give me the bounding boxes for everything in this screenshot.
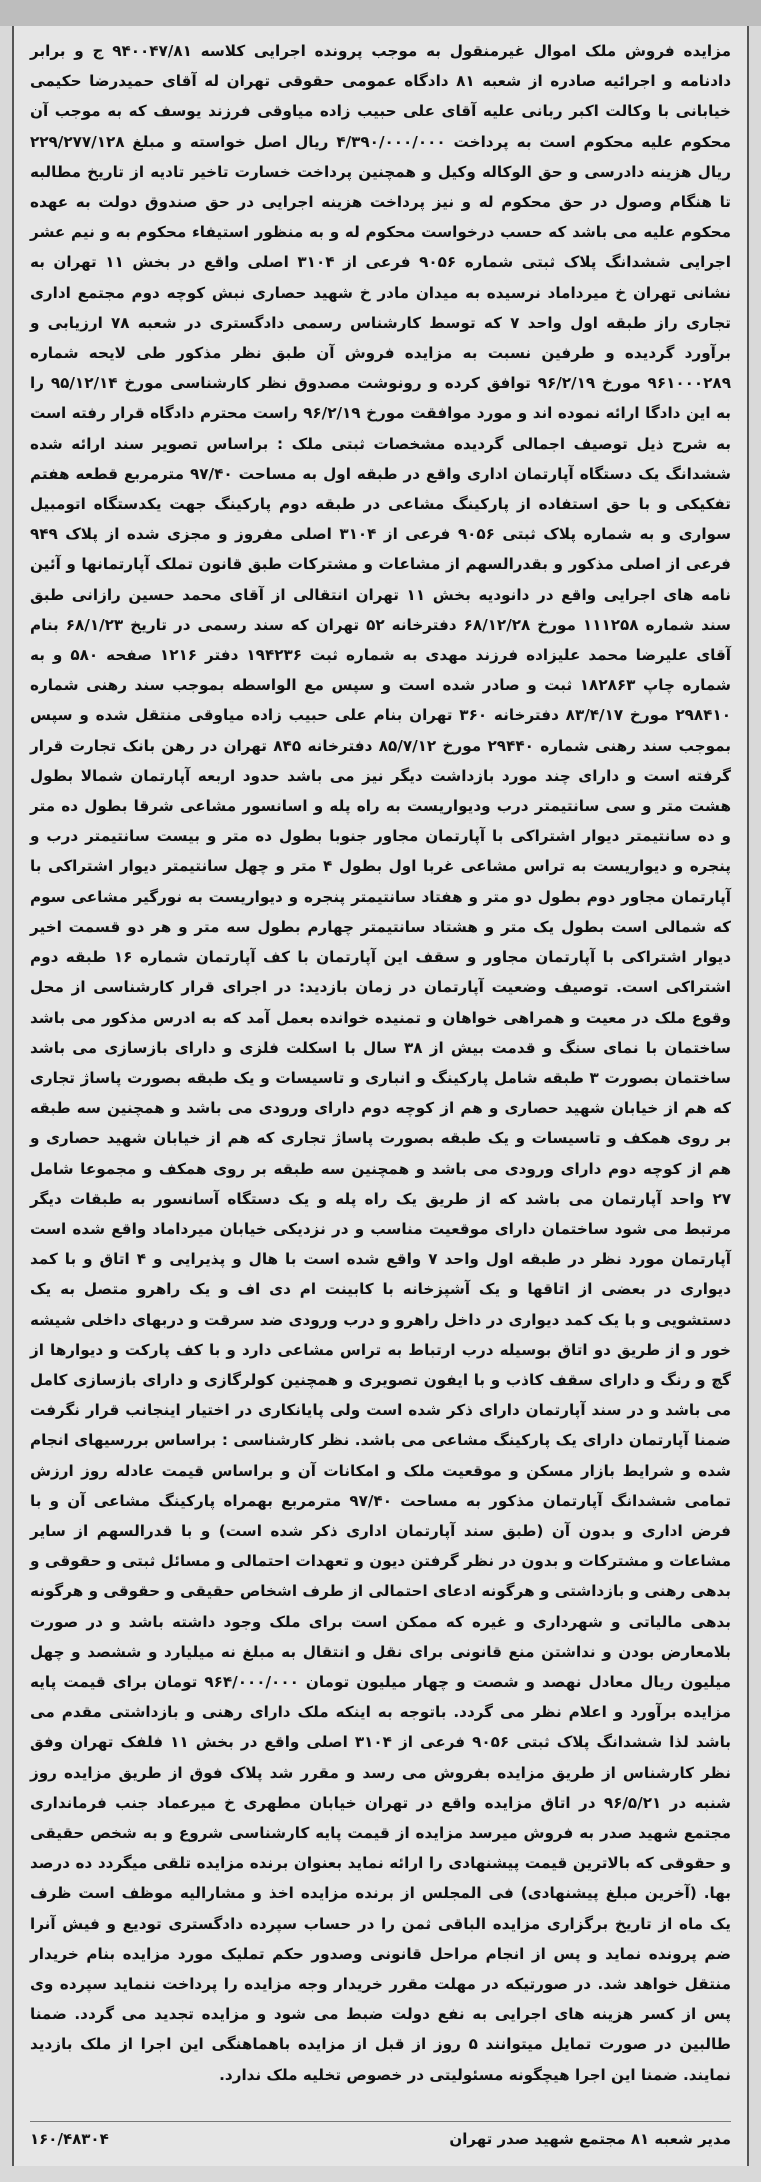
notice-footer <box>30 2121 731 2156</box>
top-margin-strip <box>0 0 761 26</box>
notice-body: مزایده فروش ملک اموال غیرمنقول به موجب پرونده اجرایی کلاسه ۹۴۰۰۴۷/۸۱ ج و برابر دادنامه و اجرائیه صادره از شعبه ۸۱ دادگاه عمومی حقوقی تهران له آقای حمیدرضا حکیمی خیابانی با وکالت اکبر ربانی علیه آقای علی حبیب زاده میاوقی فرزند یوسف که به موجب آن محکوم علیه محکوم است به پرداخت ۴/۳۹۰/۰۰۰/۰۰۰ ریال اصل خواسته و مبلغ ۲۲۹/۲۷۷/۱۲۸ ریال هزینه دادرسی و حق الوکاله وکیل و همچنین پرداخت خسارت تاخیر تادیه از تاریخ مطالبه تا هنگام وصول در حق محکوم له و نیز پرداخت هزینه اجرایی در حق صندوق دولت به عهده محکوم علیه می باشد که حسب درخواست محکوم له و به منظور استیفاء محکوم به و نیم عشر اجرایی ششدانگ پلاک ثبتی شماره ۹۰۵۶ فرعی از ۳۱۰۴ اصلی واقع در بخش ۱۱ تهران به نشانی تهران خ میرداماد نرسیده به میدان مادر خ شهید حصاری نبش کوچه دوم مجتمع اداری تجاری راز طبقه اول واحد ۷ که توسط کارشناس رسمی دادگستری در شعبه ۷۸ ارزیابی و برآورد گردیده و طرفین نسبت به مزایده فروش آن طبق نظر مذکور طی لایحه شماره ۹۶۱۰۰۰۲۸۹ مورخ ۹۶/۲/۱۹ توافق کرده و رونوشت مصدوق نظر کارشناسی مورخ ۹۵/۱۲/۱۴ را به این دادگا ارائه نموده اند و مورد موافقت مورخ ۹۶/۲/۱۹ راست محترم دادگاه قرار رفته است به شرح ذیل توصیف اجمالی گردیده مشخصات ثبتی ملک : براساس تصویر سند ارائه شده ششدانگ یک دستگاه آپارتمان اداری واقع در طبقه اول به مساحت ۹۷/۴۰ مترمربع قطعه هفتم تفکیکی و با حق استفاده از پارکینگ مشاعی در طبقه دوم پارکینگ جهت یکدستگاه اتومبیل سواری و به شماره پلاک ثبتی ۹۰۵۶ فرعی از ۳۱۰۴ اصلی مفروز و مجزی شده از پلاک ۹۴۹ فرعی از اصلی مذکور و بقدرالسهم از مشاعات و مشترکات طبق قانون تملک آپارتمانها و آئین نامه های اجرایی واقع در دانودیه بخش ۱۱ تهران انتقالی از آقای محمد حسین رازانی طبق سند شماره ۱۱۱۲۵۸ مورخ ۶۸/۱۲/۲۸ دفترخانه ۵۲ تهران که سند رسمی در تاریخ ۶۸/۱/۲۳ بنام آقای علیرضا محمد علیزاده فرزند مهدی به شماره ثبت ۱۹۴۲۳۶ دفتر ۱۲۱۶ صفحه ۵۸۰ و به شماره چاپ ۱۸۲۸۶۳ ثبت و صادر شده است و سپس مع الواسطه بموجب سند رهنی شماره ۲۹۸۴۱۰ مورخ ۸۳/۴/۱۷ دفترخانه ۳۶۰ تهران بنام علی حبیب زاده میاوقی منتقل شده و سپس بموجب سند رهنی شماره ۲۹۴۴۰ مورخ ۸۵/۷/۱۲ دفترخانه ۸۴۵ تهران در رهن بانک تجارت قرار گرفته است و دارای چند مورد بازداشت دیگر نیز می باشد حدود اربعه آپارتمان شمالا بطول هشت متر و سی سانتیمتر درب ودیواریست به راه پله و اسانسور مشاعی شرقا بطول ده متر و ده سانتیمتر دیوار اشتراکی با آپارتمان مجاور جنوبا بطول ده متر و بیست سانتیمتر درب و پنجره و دیواریست به تراس مشاعی غربا اول بطول ۴ متر و چهل سانتیمتر دیوار اشتراکی با آپارتمان مجاور دوم بطول دو متر و هفتاد سانتیمتر پنجره و دیواریست به نورگیر مشاعی سوم که شمالی است بطول یک متر و هشتاد سانتیمتر چهارم بطول سه متر و هر دو قسمت اخیر دیوار اشتراکی با آپارتمان مجاور و سقف این آپارتمان با کف آپارتمان شماره ۱۶ طبقه دوم اشتراکی است. توصیف وضعیت آپارتمان در زمان بازدید: در اجرای قرار کارشناسی از محل وقوع ملک در معیت و همراهی خواهان و تمنیده خوانده بعمل آمد که به ادرس مذکور می باشد ساختمان با نمای سنگ و قدمت بیش از ۳۸ سال با اسکلت فلزی و دارای بازسازی می باشد ساختمان بصورت ۳ طبقه شامل پارکینگ و انباری و تاسیسات و یک طبقه بصورت پاساژ تجاری که هم از خیابان شهید حصاری و هم از کوچه دوم دارای ورودی می باشد و همچنین سه طبقه بر روی همکف و تاسیسات و یک طبقه بصورت پاساژ تجاری که هم از خیابان شهید حصاری و هم از کوچه دوم دارای ورودی می باشد و همچنین سه طبقه بر روی همکف و مجموعا شامل ۲۷ واحد آپارتمان می باشد که از طریق یک راه پله و یک دستگاه آسانسور به طبقات دیگر مرتبط می شود ساختمان دارای موقعیت مناسب و در نزدیکی خیابان میرداماد واقع شده است آپارتمان مورد نظر در طبقه اول واحد ۷ واقع شده است با هال و پذیرایی و ۴ اتاق و با کمد دیواری در بعضی از اتاقها و یک آشپزخانه با کابینت ام دی اف و یک راهرو متصل به یک دستشویی و با یک کمد دیواری در داخل راهرو و درب ورودی ضد سرقت و دربهای داخلی شیشه خور و از طریق دو اتاق بوسیله درب ارتباط به تراس مشاعی دارد و با کف پارکت و دیوارها از گچ و رنگ و دارای سقف کاذب و با ایفون تصویری و همچنین کولرگازی و دارای بازسازی کامل می باشد و در سند آپارتمان دارای ذکر شده است ولی پایانکاری در اختیار اینجانب قرار نگرفت ضمنا آپارتمان دارای یک پارکینگ مشاعی می باشد. نظر کارشناسی : براساس بررسیهای انجام شده و شرایط بازار مسکن و موقعیت ملک و امکانات آن و براساس قیمت عادله روز ارزش تمامی ششدانگ آپارتمان مذکور به مساحت ۹۷/۴۰ مترمربع بهمراه پارکینگ مشاعی آن و با فرض اداری و بدون آن (طبق سند آپارتمان اداری ذکر شده است) و با قدرالسهم از سایر مشاعات و مشترکات و بدون در نظر گرفتن دیون و تعهدات احتمالی و مسائل ثبتی و حقوقی و بدهی رهنی و بازداشتی و هرگونه ادعای احتمالی از طرف اشخاص حقیقی و حقوقی و هرگونه بدهی مالیاتی و شهرداری و غیره که ممکن است برای ملک وجود داشته باشد و در صورت بلامعارض بودن و نداشتن منع قانونی برای نقل و انتقال به مبلغ نه میلیارد و ششصد و چهل میلیون ریال معادل نهصد و شصت و چهار میلیون تومان ۹۶۴/۰۰۰/۰۰۰ تومان برای قیمت پایه مزایده برآورد و اعلام نظر می گردد. باتوجه به اینکه ملک دارای رهنی و بازداشتی مقدم می باشد لذا ششدانگ پلاک ثبتی ۹۰۵۶ فرعی از ۳۱۰۴ اصلی واقع در بخش ۱۱ فلفک تهران وفق نظر کارشناس از طریق مزایده بفروش می رسد و مقرر شد پلاک فوق از طریق مزایده روز شنبه در ۹۶/۵/۲۱ در اتاق مزایده واقع در تهران خیابان مطهری خ میرعماد جنب فرمانداری مجتمع شهید صدر به فروش میرسد مزایده از قیمت پایه کارشناسی شروع و به شخص حقیقی و حقوقی که بالاترین قیمت پیشنهادی را ارائه نماید بعنوان برنده مزایده تلقی میگردد ده درصد بها. (آخرین مبلغ پیشنهادی) فی المجلس از برنده مزایده اخذ و مشارالیه موظف است ظرف یک ماه از تاریخ برگزاری مزایده الباقی ثمن را در حساب سپرده دادگستری تودیع و فیش آنرا ضم پرونده نماید و پس از انجام مراحل قانونی وصدور حکم تملیک مورد مزایده بنام خریدار منتقل خواهد شد. در صورتیکه در مهلت مقرر خریدار وجه مزایده را پرداخت ننماید سپرده وی پس از کسر هزینه های اجرایی به نفع دولت ضبط می شود و مزایده تجدید می گردد. ضمنا طالبین در صورت تمایل میتوانند ۵ روز از قبل از مزایده باهماهنگی این اجرا از ملک بازدید نمایند. ضمنا این اجرا هیچگونه مسئولیتی در خصوص تخلیه ملک ندارد. <box>30 42 732 2084</box>
signature-line: مدیر شعبه ۸۱ مجتمع شهید صدر تهران <box>449 2130 731 2148</box>
newspaper-notice <box>12 26 749 2166</box>
notice-code: ۱۶۰/۴۸۳۰۴ <box>30 2130 109 2148</box>
